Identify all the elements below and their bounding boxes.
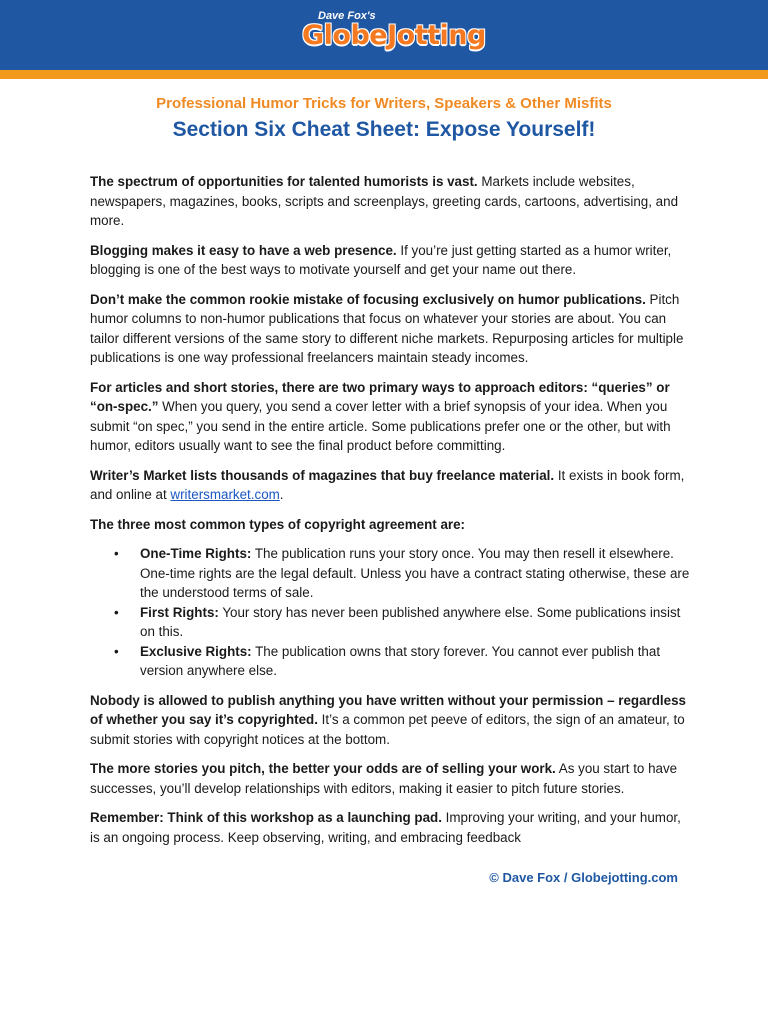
copyright-types-list <box>90 544 690 681</box>
bullet-icon: • <box>114 604 119 620</box>
paragraph <box>90 241 690 280</box>
copyright-footer: © Dave Fox / Globejotting.com <box>489 870 678 885</box>
header-stripe <box>0 70 768 79</box>
cheat-sheet-body <box>90 172 690 857</box>
paragraph <box>90 808 690 847</box>
paragraph-lead: The spectrum of opportunities for talented humorists is vast. <box>90 174 478 189</box>
list-item-text: The publication owns that story forever. You cannot ever publish that version anywhere else. <box>140 643 661 678</box>
paragraph-lead: Blogging makes it easy to have a web presence. <box>90 242 397 258</box>
paragraph-text: Improving your writing, and your humor, is an ongoing process. Keep observing, writing, and embracing feedback <box>90 810 681 845</box>
paragraph <box>90 466 690 505</box>
paragraph-lead: The more stories you pitch, the better your odds are of selling your work. <box>90 761 556 776</box>
paragraph-text: It exists in book form, and online at <box>90 467 685 502</box>
paragraph <box>90 515 690 535</box>
paragraph <box>90 172 690 231</box>
logo-text: GlobeJotting <box>302 20 486 51</box>
paragraph-text: As you start to have successes, you’ll develop relationships with editors, making it easier to pitch future stories. <box>90 761 678 796</box>
page-title: Section Six Cheat Sheet: Expose Yourself! <box>172 118 596 141</box>
page-subtitle: Professional Humor Tricks for Writers, Speakers & Other Misfits <box>156 95 612 112</box>
list-item-lead: First Rights: <box>140 604 219 620</box>
paragraph <box>90 691 690 750</box>
paragraph-text: Markets include websites, newspapers, magazines, books, scripts and screenplays, greeting cards, cartoons, advertising, and more. <box>90 174 679 228</box>
paragraph <box>90 290 690 368</box>
paragraph-text: Pitch humor columns to non-humor publications that focus on whatever your stories are about. You can tailor different versions of the same story to different niche markets. Repurposing articles for multiple publications is one way professional freelancers maintain steady incomes. <box>90 291 684 365</box>
paragraph-lead: The three most common types of copyright agreement are: <box>90 516 466 532</box>
paragraph <box>90 759 690 798</box>
paragraph-lead: Nobody is allowed to publish anything you have written without your permission – regardless of whether you say it’s copyrighted. <box>90 692 686 727</box>
list-item <box>114 603 690 642</box>
paragraph-text: If you’re just getting started as a humor writer, blogging is one of the best ways to motivate yourself and get your name out there. <box>90 242 672 277</box>
paragraph-text: When you query, you send a cover letter with a brief synopsis of your idea. When you submit “on spec,” you send in the entire article. Some publications prefer one or the other, but with humor, editors usually want to see the final product before committing. <box>90 399 671 453</box>
logo-tagline: Dave Fox's <box>318 10 376 22</box>
bullet-icon: • <box>114 546 119 561</box>
paragraph-lead: Writer’s Market lists thousands of magazines that buy freelance material. <box>90 467 555 483</box>
list-item-lead: Exclusive Rights: <box>140 643 252 659</box>
list-item-text: Your story has never been published anywhere else. Some publications insist on this. <box>140 604 681 639</box>
paragraph <box>90 378 690 456</box>
bullet-icon: • <box>114 643 119 659</box>
paragraph-text-end: . <box>279 487 284 502</box>
writersmarket-link[interactable]: writersmarket.com <box>170 487 280 502</box>
paragraph-lead: Remember: Think of this workshop as a launching pad. <box>90 810 442 825</box>
paragraph-lead: For articles and short stories, there are two primary ways to approach editors: “queries” or “on-spec.” <box>90 379 670 414</box>
paragraph-text: It’s a common pet peeve of editors, the sign of an amateur, to submit stories with copyright notices at the bottom. <box>90 712 685 747</box>
list-item-text: The publication runs your story once. You may then resell it elsewhere. One-time rights are the legal default. Unless you have a contract stating otherwise, these are the understood terms of sale. <box>140 546 690 600</box>
list-item-lead: One-Time Rights: <box>140 546 252 561</box>
list-item <box>114 642 690 681</box>
list-item <box>114 544 690 603</box>
paragraph-lead: Don’t make the common rookie mistake of focusing exclusively on humor publications. <box>90 291 646 307</box>
